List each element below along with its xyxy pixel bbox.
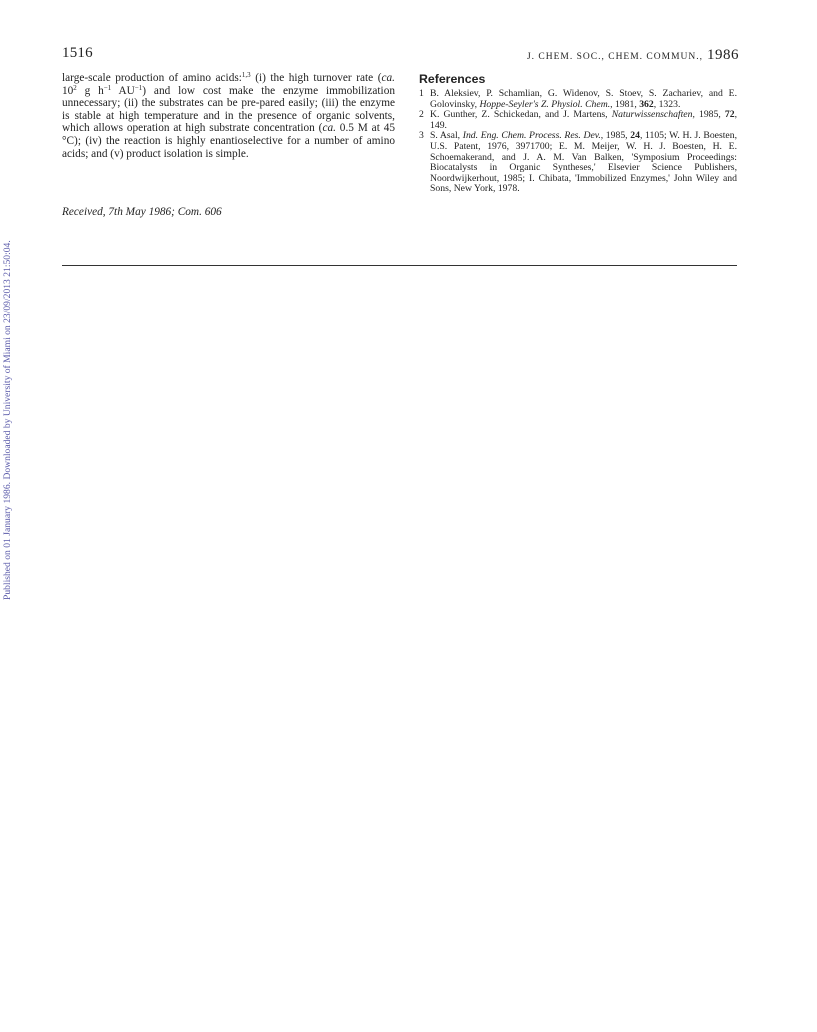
journal-header xyxy=(527,47,739,64)
reference-number: 2 xyxy=(419,109,424,121)
references-section xyxy=(419,72,737,195)
page-number: 1516 xyxy=(62,45,93,61)
references-heading: References xyxy=(419,72,486,86)
section-divider xyxy=(62,265,737,266)
reference-text: B. Aleksiev, P. Schamlian, G. Widenov, S. Stoev, S. Zachariev, and E. Golovinsky, Hoppe-Seyler's Z. Physiol. Chem., 1981, 362, 1323. xyxy=(430,88,737,110)
reference-item xyxy=(419,131,737,195)
reference-text: K. Gunther, Z. Schickedan, and J. Martens, Naturwissenschaften, 1985, 72, 149. xyxy=(430,109,737,131)
reference-number: 1 xyxy=(419,88,424,99)
reference-item xyxy=(419,110,737,131)
reference-number: 3 xyxy=(419,130,424,142)
journal-year: 1986 xyxy=(707,47,739,63)
body-column xyxy=(62,72,395,160)
received-line: Received, 7th May 1986; Com. 606 xyxy=(62,206,222,218)
reference-text: S. Asal, Ind. Eng. Chem. Process. Res. Dev., 1985, 24, 1105; W. H. J. Boesten, U.S. Patent, 1976, 3971700; E. M. Meijer, W. H. J. Boesten, H. E. Schoemakerand, and J. A. M. Van Balken, 'Symposium Proceedings: Biocatalysts in Organic Syntheses,' Elsevier Science Publishers, Noordwijkerhout, 1985; I. Chibata, 'Immobilized Enzymes,' John Wiley and Sons, New York, 1978. xyxy=(430,130,737,195)
journal-name: J. CHEM. SOC., CHEM. COMMUN., xyxy=(526,52,703,62)
download-stamp: Published on 01 January 1986. Downloaded by University of Miami on 23/09/2013 21:50:04. xyxy=(2,240,13,600)
body-paragraph: large-scale production of amino acids:$^{1,3}$ (i) the high turnover rate (ca. $10^2$ g $h^{-1}$ $AU^{-1}$) and low cost make the enzyme immobilization unnecessary; (ii) the substrates can be pre-pared easily; (iii) the enzyme is stable at high temperature and in the presence of organic solvents, which allows operation at high substrate concentration (ca. 0.5 M at 45 °C); (iv) the reaction is highly enantioselective for a number of amino acids; and (v) product isolation is simple. xyxy=(62,71,395,160)
reference-item xyxy=(419,89,737,110)
